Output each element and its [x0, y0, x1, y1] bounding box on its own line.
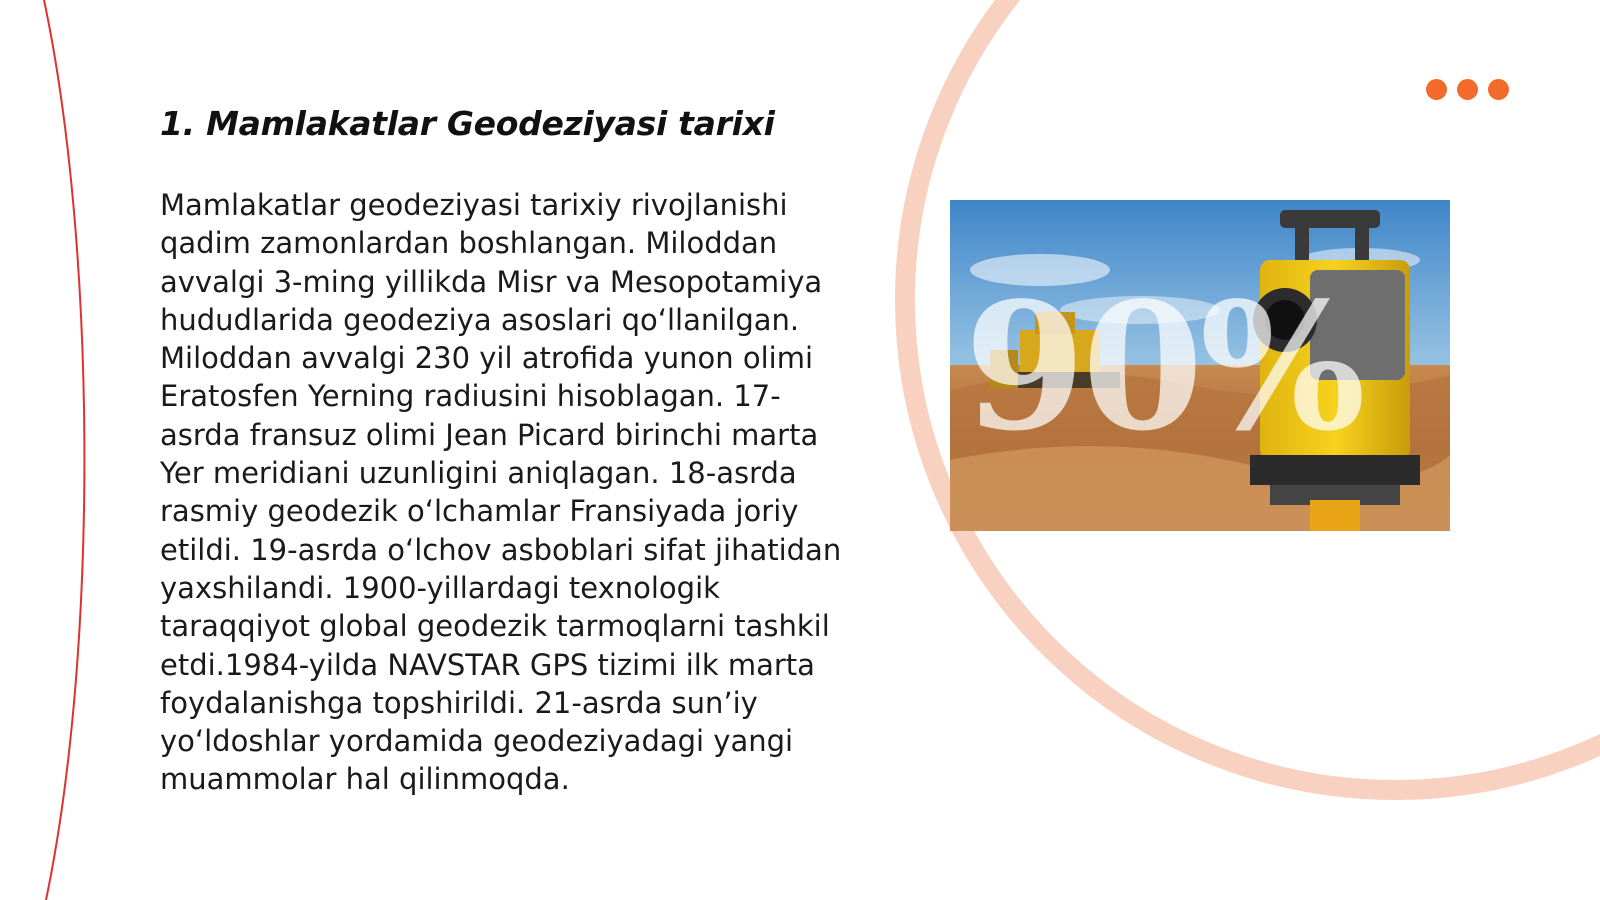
slide-body-text: Mamlakatlar geodeziyasi tarixiy rivojlanishi qadim zamonlardan boshlangan. Miloddan avvalgi 3-ming yillikda Misr va Mesopotamiya hududlarida geodeziya asoslari qoʻllanilgan. Miloddan avvalgi 230 yil atrofida yunon olimi Eratosfen Yerning radiusini hisoblagan. 17-asrda fransuz olimi Jean Picard birinchi marta Yer meridiani uzunligini aniqlagan. 18-asrda rasmiy geodezik oʻlchamlar Fransiyada joriy etildi. 19-asrda oʻlchov asboblari sifat jihatidan yaxshilandi. 1900-yillardagi texnologik taraqqiyot global geodezik tarmoqlarni tashkil etdi.1984-yilda NAVSTAR GPS tizimi ilk marta foydalanishga topshirildi. 21-asrda sun’iy yoʻldoshlar yordamida geodeziyadagi yangi muammolar hal qilinmoqda.	[160, 188, 842, 797]
total-station-photo	[950, 200, 1450, 531]
slide-title: 1. Mamlakatlar Geodeziyasi tarixi	[160, 104, 775, 143]
dot-icon	[1426, 79, 1447, 100]
photo-image	[950, 200, 1450, 531]
left-curve-line	[44, 0, 84, 900]
photo-overlay-text: 90%	[964, 265, 1362, 470]
dot-icon	[1488, 79, 1509, 100]
menu-dots-icon	[1426, 79, 1509, 100]
dot-icon	[1457, 79, 1478, 100]
